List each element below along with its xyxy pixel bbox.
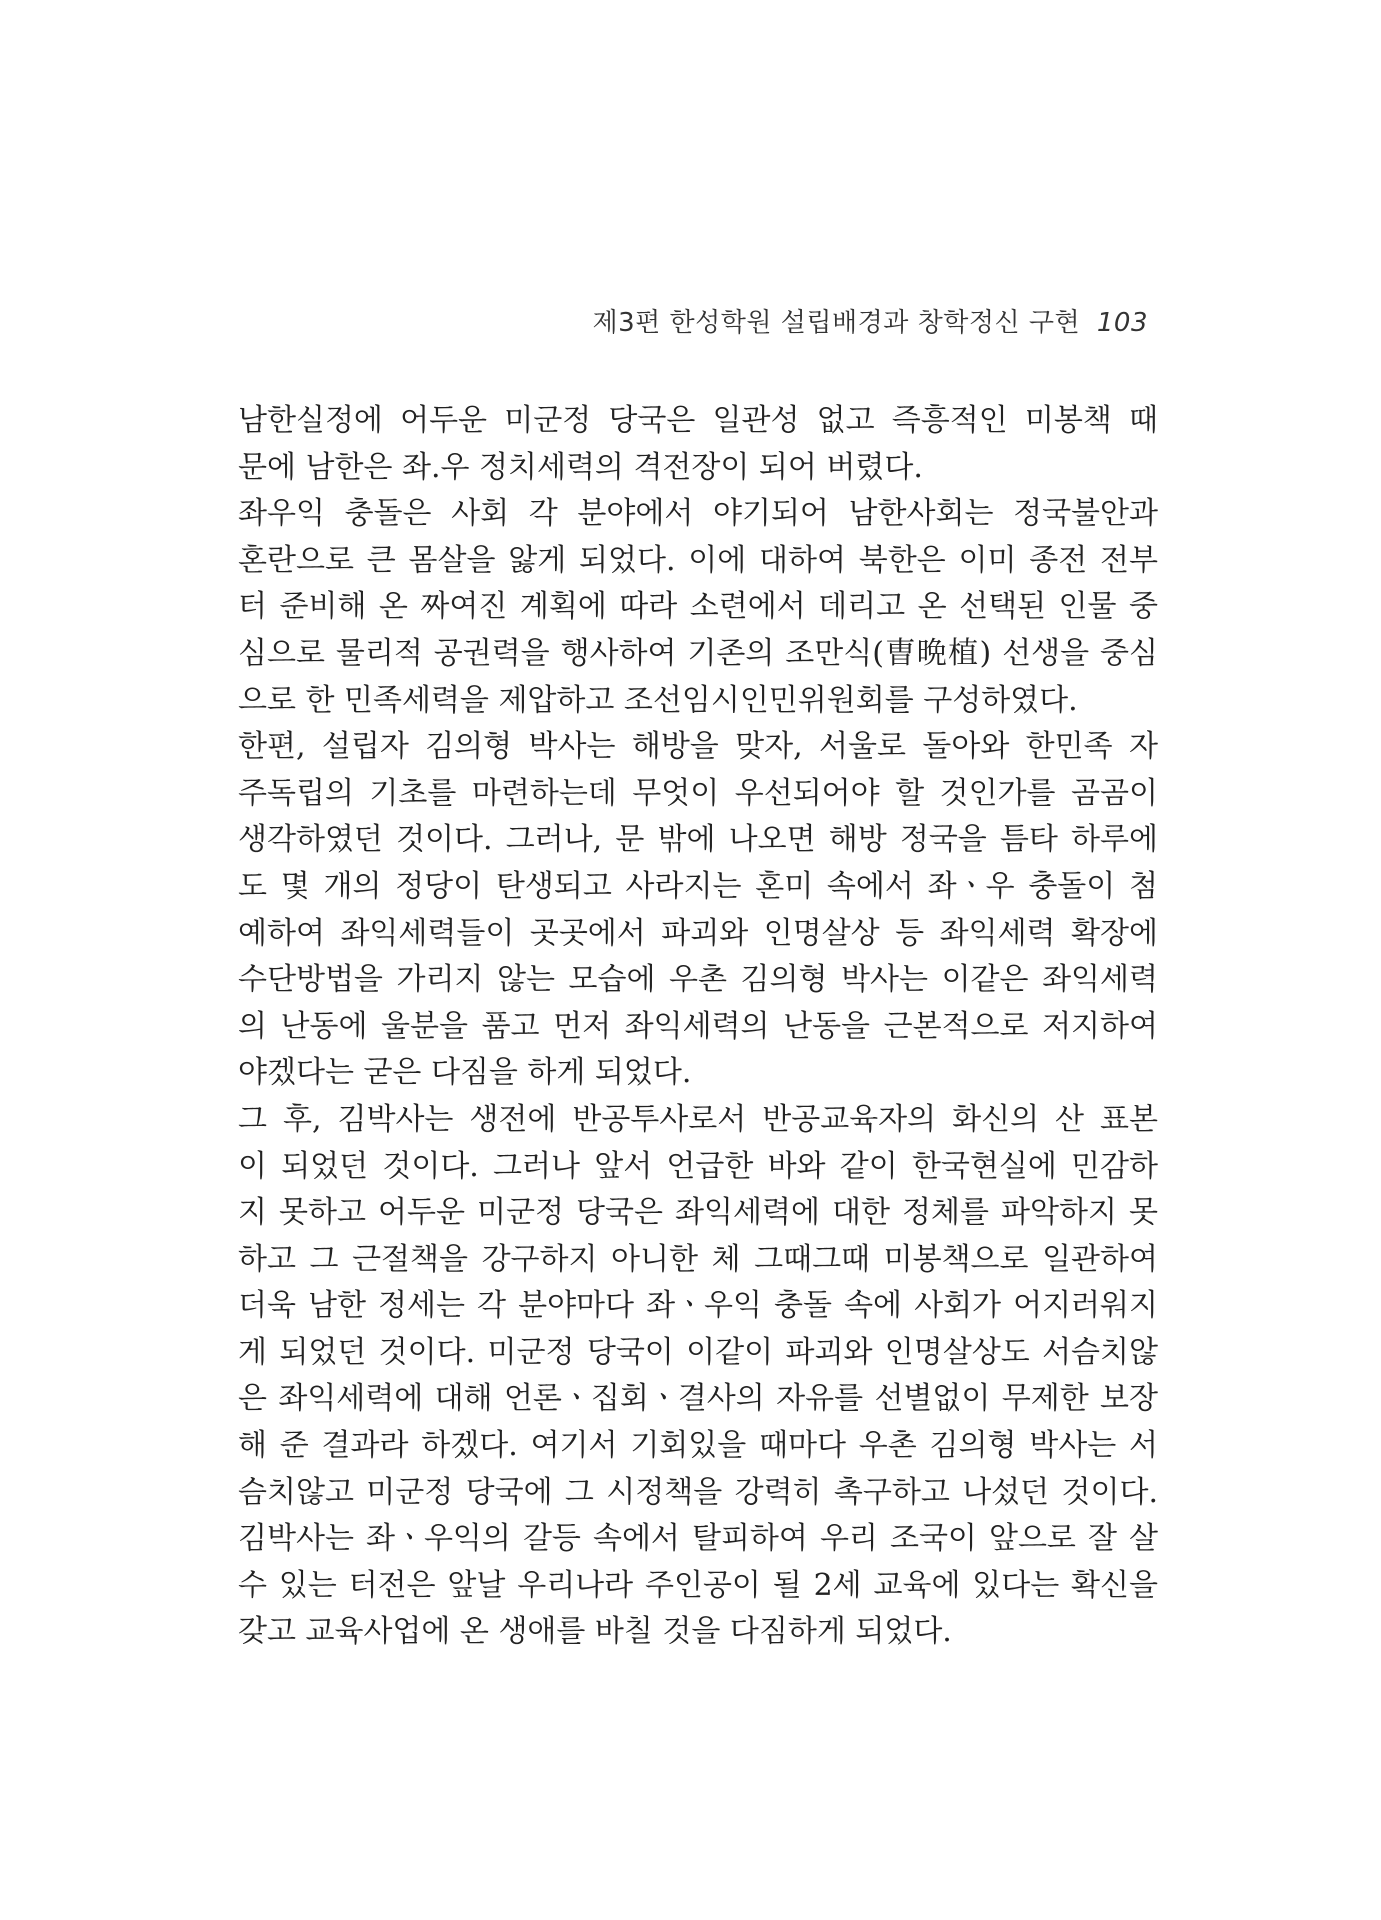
text-line: 해 준 결과라 하겠다. 여기서 기회있을 때마다 우촌 김의형 박사는 서 bbox=[238, 1428, 1158, 1464]
text-line: 수 있는 터전은 앞날 우리나라 주인공이 될 2세 교육에 있다는 확신을 bbox=[238, 1567, 1158, 1603]
text-line: 심으로 물리적 공권력을 행사하여 기존의 조만식(曺晩植) 선생을 중심 bbox=[238, 635, 1158, 671]
text-line: 수단방법을 가리지 않는 모습에 우촌 김의형 박사는 이같은 좌익세력 bbox=[238, 962, 1158, 998]
text-line: 하고 그 근절책을 강구하지 아니한 체 그때그때 미봉책으로 일관하여 bbox=[238, 1241, 1158, 1277]
text-line: 남한실정에 어두운 미군정 당국은 일관성 없고 즉흥적인 미봉책 때 bbox=[238, 403, 1158, 438]
text-line: 의 난동에 울분을 품고 먼저 좌익세력의 난동을 근본적으로 저지하여 bbox=[238, 1008, 1158, 1044]
text-line: 터 준비해 온 짜여진 계획에 따라 소련에서 데리고 온 선택된 인물 중 bbox=[238, 589, 1158, 625]
text-line: 갖고 교육사업에 온 생애를 바칠 것을 다짐하게 되었다. bbox=[238, 1614, 952, 1650]
text-line: 도 몇 개의 정당이 탄생되고 사라지는 혼미 속에서 좌ㆍ우 충돌이 첨 bbox=[238, 868, 1158, 904]
text-line: 게 되었던 것이다. 미군정 당국이 이같이 파괴와 인명살상도 서슴치않 bbox=[238, 1334, 1158, 1370]
text-line: 그 후, 김박사는 생전에 반공투사로서 반공교육자의 화신의 산 표본 bbox=[238, 1101, 1158, 1137]
text-line: 이 되었던 것이다. 그러나 앞서 언급한 바와 같이 한국현실에 민감하 bbox=[238, 1148, 1158, 1184]
text-line: 으로 한 민족세력을 제압하고 조선임시인민위원회를 구성하였다. bbox=[238, 682, 1078, 718]
running-title: 제3편 한성학원 설립배경과 창학정신 구현 bbox=[592, 308, 1081, 338]
text-line: 주독립의 기초를 마련하는데 무엇이 우선되어야 할 것인가를 곰곰이 bbox=[238, 775, 1158, 811]
text-line: 야겠다는 굳은 다짐을 하게 되었다. bbox=[238, 1055, 692, 1091]
text-line: 혼란으로 큰 몸살을 앓게 되었다. 이에 대하여 북한은 이미 종전 전부 bbox=[238, 542, 1158, 578]
page-number: 103 bbox=[1096, 308, 1148, 338]
text-line: 생각하였던 것이다. 그러나, 문 밖에 나오면 해방 정국을 틈타 하루에 bbox=[238, 822, 1158, 858]
text-line: 좌우익 충돌은 사회 각 분야에서 야기되어 남한사회는 정국불안과 bbox=[238, 496, 1158, 532]
text-line: 더욱 남한 정세는 각 분야마다 좌ㆍ우익 충돌 속에 사회가 어지러워지 bbox=[238, 1288, 1158, 1324]
text-line: 김박사는 좌ㆍ우익의 갈등 속에서 탈피하여 우리 조국이 앞으로 잘 살 bbox=[238, 1521, 1158, 1557]
body-text bbox=[238, 398, 1158, 1656]
text-line: 문에 남한은 좌.우 정치세력의 격전장이 되어 버렸다. bbox=[238, 449, 923, 485]
running-header bbox=[593, 302, 1148, 339]
text-line: 예하여 좌익세력들이 곳곳에서 파괴와 인명살상 등 좌익세력 확장에 bbox=[238, 915, 1158, 951]
text-line: 슴치않고 미군정 당국에 그 시정책을 강력히 촉구하고 나섰던 것이다. bbox=[238, 1474, 1158, 1510]
text-line: 한편, 설립자 김의형 박사는 해방을 맞자, 서울로 돌아와 한민족 자 bbox=[238, 729, 1158, 765]
text-line: 지 못하고 어두운 미군정 당국은 좌익세력에 대한 정체를 파악하지 못 bbox=[238, 1195, 1158, 1231]
text-line: 은 좌익세력에 대해 언론ㆍ집회ㆍ결사의 자유를 선별없이 무제한 보장 bbox=[238, 1381, 1158, 1417]
